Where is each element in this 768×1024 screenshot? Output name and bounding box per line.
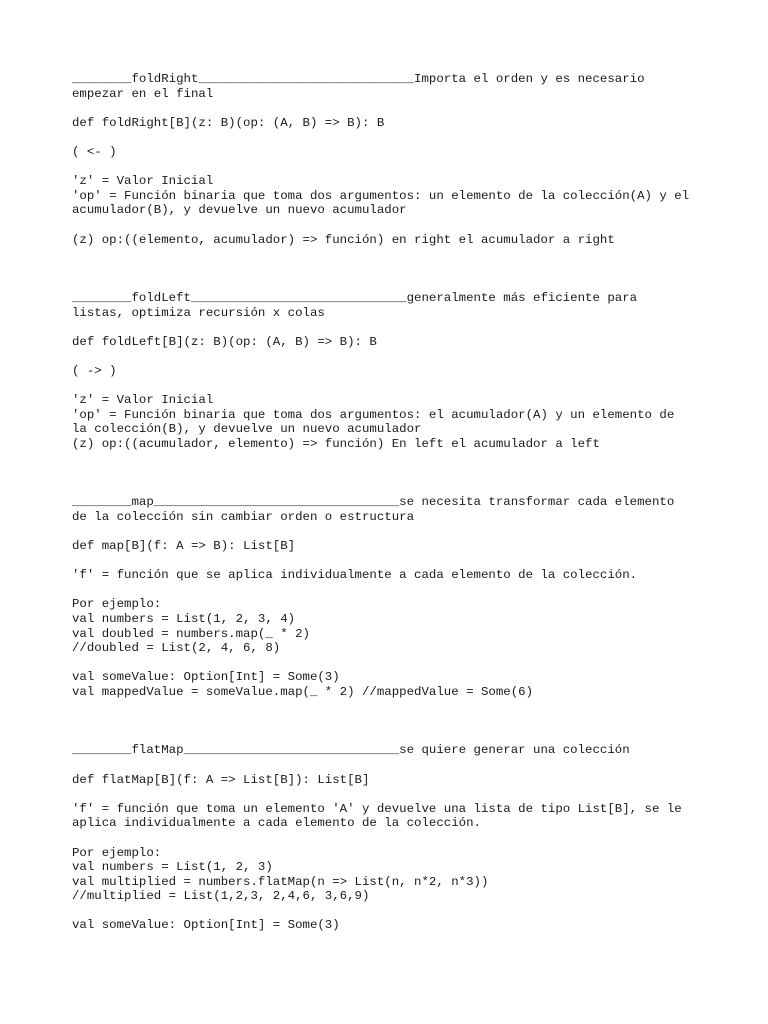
description-line: 'z' = Valor Inicial	[72, 393, 214, 408]
example-line: val mappedValue = someValue.map(_ * 2) //mappedValue = Some(6)	[72, 684, 534, 699]
example-line: Por ejemplo:	[72, 845, 162, 860]
function-signature: def flatMap[B](f: A => List[B]): List[B]	[72, 772, 370, 787]
example-line: Por ejemplo:	[72, 597, 162, 612]
description-line: 'op' = Función binaria que toma dos argumentos: un elemento de la colección(A) y el	[72, 188, 690, 203]
example-line: val someValue: Option[Int] = Some(3)	[72, 670, 340, 685]
note-line: (z) op:((elemento, acumulador) => función) en right el acumulador a right	[72, 232, 615, 247]
example-line: val multiplied = numbers.flatMap(n => List(n, n*2, n*3))	[72, 874, 489, 889]
section-foldright	[72, 72, 712, 247]
description-line: acumulador(B), y devuelve un nuevo acumulador	[72, 203, 407, 218]
example-line: val doubled = numbers.map(_ * 2)	[72, 626, 310, 641]
function-signature: def foldLeft[B](z: B)(op: (A, B) => B): B	[72, 334, 377, 349]
section-header: ________foldRight_____________________________Importa el orden y es necesario	[72, 72, 645, 86]
direction-arrow: ( <- )	[72, 144, 117, 159]
section-flatmap	[72, 743, 712, 933]
section-header: ________foldLeft_____________________________generalmente más eficiente para	[72, 290, 638, 305]
description-line: 'f' = función que se aplica individualmente a cada elemento de la colección.	[72, 568, 638, 583]
description-line: la colección(B), y devuelve un nuevo acumulador	[72, 422, 422, 437]
document-page	[72, 72, 712, 933]
description-line: (z) op:((acumulador, elemento) => función) En left el acumulador a left	[72, 436, 600, 451]
direction-arrow: ( -> )	[72, 363, 117, 378]
section-header: ________flatMap_____________________________se quiere generar una colección	[72, 743, 630, 758]
description-line: aplica individualmente a cada elemento de la colección.	[72, 816, 481, 831]
description-line: 'op' = Función binaria que toma dos argumentos: el acumulador(A) y un elemento de	[72, 407, 675, 422]
section-header-continued: de la colección sin cambiar orden o estructura	[72, 509, 415, 524]
section-header-continued: listas, optimiza recursión x colas	[72, 305, 325, 320]
example-line: //multiplied = List(1,2,3, 2,4,6, 3,6,9)	[72, 889, 370, 904]
example-line: val numbers = List(1, 2, 3, 4)	[72, 612, 296, 626]
example-line: val numbers = List(1, 2, 3)	[72, 860, 273, 875]
section-foldleft	[72, 291, 712, 452]
section-header-continued: empezar en el final	[72, 86, 214, 101]
description-line: 'f' = función que toma un elemento 'A' y devuelve una lista de tipo List[B], se le	[72, 801, 682, 816]
example-line: val someValue: Option[Int] = Some(3)	[72, 918, 340, 933]
function-signature: def foldRight[B](z: B)(op: (A, B) => B): B	[72, 115, 385, 130]
function-signature: def map[B](f: A => B): List[B]	[72, 539, 296, 554]
description-line: 'z' = Valor Inicial	[72, 174, 214, 189]
example-line: //doubled = List(2, 4, 6, 8)	[72, 641, 281, 656]
section-map	[72, 495, 712, 699]
section-header: ________map_________________________________se necesita transformar cada elemento	[72, 495, 675, 510]
